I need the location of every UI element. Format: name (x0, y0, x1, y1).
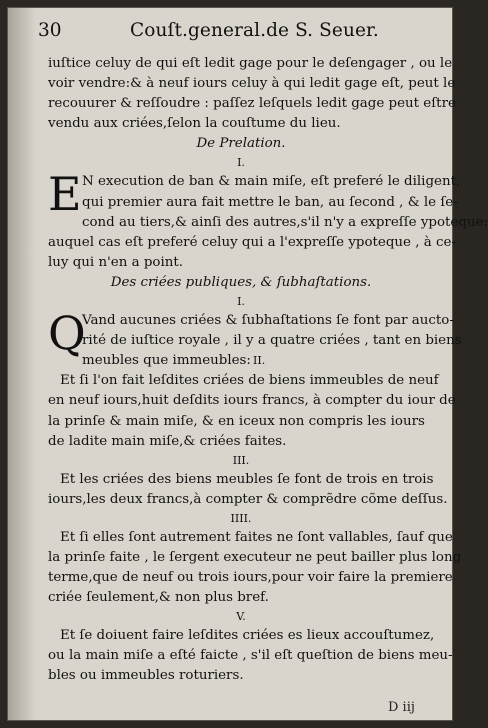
text-line: iours,les deux francs,à compter & comprẽdre cõme deſſus. (48, 491, 448, 507)
drop-cap: Q (48, 306, 86, 361)
section-heading-prelation: De Prelation. (196, 136, 286, 152)
text-line: de ladite main miſe,& criées faites. (48, 433, 287, 449)
text-line: qui premier aura fait mettre le ban, au ſecond , & le ſe- (82, 194, 458, 210)
criees-paragraph-3 (48, 470, 448, 510)
section-heading-criees: Des criées publiques, & ſubhaſtations. (110, 274, 372, 290)
page-header (38, 20, 412, 44)
text-line (48, 351, 434, 371)
text-line: Et ſi l'on fait leſdites criées de biens immeubles de neuf (60, 373, 439, 389)
article-number: III. (232, 453, 250, 467)
text-line: criée ſeulement,& non plus bref. (48, 590, 269, 606)
drop-cap: E (48, 167, 82, 222)
text-line: la prinſe faite , le ſergent executeur ne peut bailler plus long (48, 549, 462, 565)
criees-paragraph-1 (48, 306, 462, 371)
text-line: recouurer & reſſoudre : paſſez leſquels ledit gage peut eſtre (48, 96, 456, 112)
text-line: Et ſi elles ſont autrement faites ne ſont vallables, ſauf que (60, 529, 453, 545)
criees-paragraph-4 (48, 528, 462, 608)
text-line: Vand aucunes criées & ſubhaſtations ſe font par aucto- (82, 313, 454, 329)
article-number: I. (237, 295, 245, 309)
book-page (8, 8, 488, 720)
text-line: ou la main miſe a eſté faicte , s'il eſt queſtion de biens meu- (48, 648, 453, 664)
text-line: auquel cas eſt preferé celuy qui a l'expreſſe ypoteque , à ce- (48, 234, 456, 250)
article-number: V. (236, 610, 246, 624)
text-block (48, 54, 488, 687)
running-title: Couſt.general.de S. Seuer. (130, 20, 379, 41)
article-number: II. (253, 354, 266, 368)
text-line: iuſtice celuy de qui eſt ledit gage pour le deſengager , ou le (48, 56, 453, 71)
text-line: terme,que de neuf ou trois iours,pour voir faire la premiere (48, 570, 453, 586)
text-line: la prinſe & main miſe, & en iceux non compris les iours (48, 413, 425, 429)
text-line: en neuf iours,huit deſdits iours francs, à compter du iour de (48, 393, 456, 409)
prelation-paragraph (48, 167, 488, 272)
text-line: bles ou immeubles roturiers. (48, 668, 244, 684)
criees-paragraph-2 (48, 371, 456, 451)
text-line: Et les criées des biens meubles ſe font de trois en trois (60, 471, 434, 487)
text-line: vendu aux criées,ſelon la couſtume du lieu. (48, 116, 341, 132)
intro-paragraph (48, 54, 456, 134)
text-line: rité de iuſtice royale , il y a quatre criées , tant en biens (82, 333, 462, 349)
page-number: 30 (38, 20, 62, 41)
article-number: IIII. (230, 511, 252, 525)
text-line: cond au tiers,& ainſi des autres,s'il n'y a expreſſe ypoteque: (82, 214, 488, 230)
text-line: Et ſe doiuent faire leſdites criées es lieux accouſtumez, (60, 628, 435, 644)
criees-paragraph-5 (48, 626, 453, 686)
gutter-shadow (8, 8, 36, 720)
signature-mark: D iij (388, 700, 415, 715)
text-line: luy qui n'en a point. (48, 254, 183, 270)
text-line: voir vendre:& à neuf iours celuy à qui ledit gage eſt, peut le (48, 76, 456, 92)
text-line: N execution de ban & main miſe, eſt preferé le diligent, (82, 174, 461, 190)
text-fragment: meubles que immeubles: (82, 353, 251, 369)
article-number: I. (237, 156, 245, 170)
